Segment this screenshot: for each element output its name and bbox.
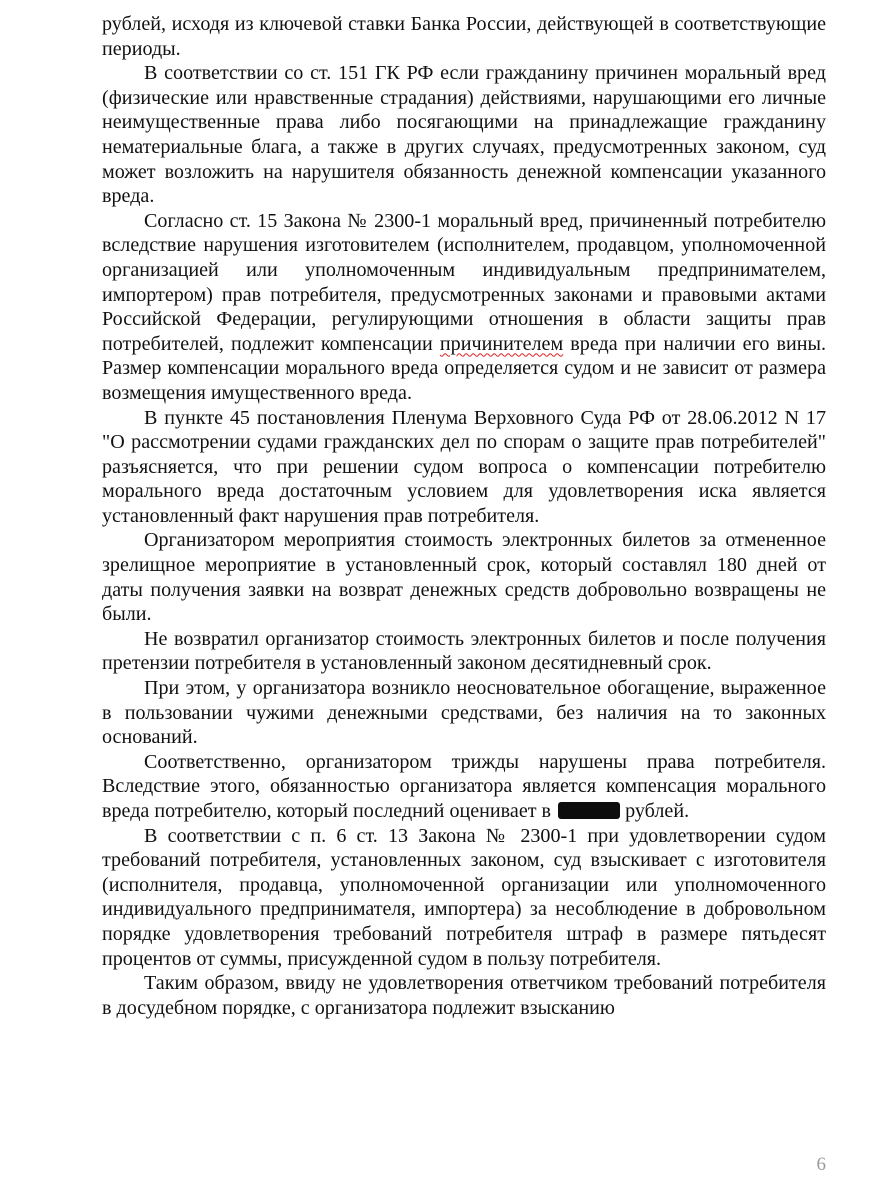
paragraph-tickets-not-refunded: Организатором мероприятия стоимость электронных билетов за отмененное зрелищное мероприятие в установленный срок, который составлял 180 дней от даты получения заявки на возврат денежных средств добровольно возвращены не были. — [102, 529, 826, 626]
paragraph-claim-ignored: Не возвратил организатор стоимость электронных билетов и после получения претензии потребителя в установленный законом десятидневный срок. — [102, 627, 826, 675]
paragraph-moral-damage-part1: Соответственно, организатором трижды нарушены права потребителя. Вследствие этого, обязанностью организатора является компенсация морального вреда потребителю, который последний оценивает в — [102, 750, 826, 822]
paragraph-moral-damage-part2: рублей. — [620, 800, 690, 822]
paragraph-article-15-part1: Согласно ст. 15 Закона № 2300-1 моральный вред, причиненный потребителю вследствие нарушения изготовителем (исполнителем, продавцом, уполномоченной организацией или уполномоченным индивидуальным предпринимателем, импортером) прав потребителя, предусмотренных законами и правовыми актами Российской Федерации, регулирующими отношения в области защиты прав потребителей, подлежит компенсации — [102, 209, 826, 355]
page-number: 6 — [816, 1154, 826, 1175]
paragraph-unjust-enrichment: При этом, у организатора возникло неосновательное обогащение, выраженное в пользовании чужими денежными средствами, без наличия на то законных оснований. — [102, 677, 826, 749]
paragraph-article-15 — [102, 209, 826, 406]
paragraph-moral-damage-claim — [102, 750, 826, 824]
document-body — [102, 12, 826, 1020]
paragraph-article-15-part2: вреда при наличии его вины. Размер компенсации морального вреда определяется судом и не зависит от размера возмещения имущественного вреда. — [102, 332, 826, 404]
paragraph-conclusion: Таким образом, ввиду не удовлетворения ответчиком требований потребителя в досудебном порядке, с организатора подлежит взысканию — [102, 972, 826, 1019]
redacted-amount — [558, 802, 620, 819]
paragraph-article-151: В соответствии со ст. 151 ГК РФ если гражданину причинен моральный вред (физические или нравственные страдания) действиями, нарушающими его личные неимущественные права либо посягающими на принадлежащие гражданину нематериальные блага, а также в других случаях, предусмотренных законом, суд может возложить на нарушителя обязанность денежной компенсации указанного вреда. — [102, 62, 826, 208]
paragraph-article-13-fine: В соответствии с п. 6 ст. 13 Закона № 2300-1 при удовлетворении судом требований потребителя, установленных законом, суд взыскивает с изготовителя (исполнителя, продавца, уполномоченной организации или уполномоченного индивидуального предпринимателя, импортера) за несоблюдение в добровольном порядке удовлетворения требований потребителя штраф в размере пятьдесят процентов от суммы, присужденной судом в пользу потребителя. — [102, 824, 826, 970]
misspelled-word[interactable]: причинителем — [439, 332, 564, 355]
paragraph-interest-rate: рублей, исходя из ключевой ставки Банка России, действующей в соответствующие периоды. — [102, 13, 826, 60]
paragraph-plenum-resolution: В пункте 45 постановления Пленума Верховного Суда РФ от 28.06.2012 N 17 "О рассмотрении судами гражданских дел по спорам о защите прав потребителей" разъясняется, что при решении судом вопроса о компенсации потребителю морального вреда достаточным условием для удовлетворения иска является установленный факт нарушения прав потребителя. — [102, 406, 826, 527]
